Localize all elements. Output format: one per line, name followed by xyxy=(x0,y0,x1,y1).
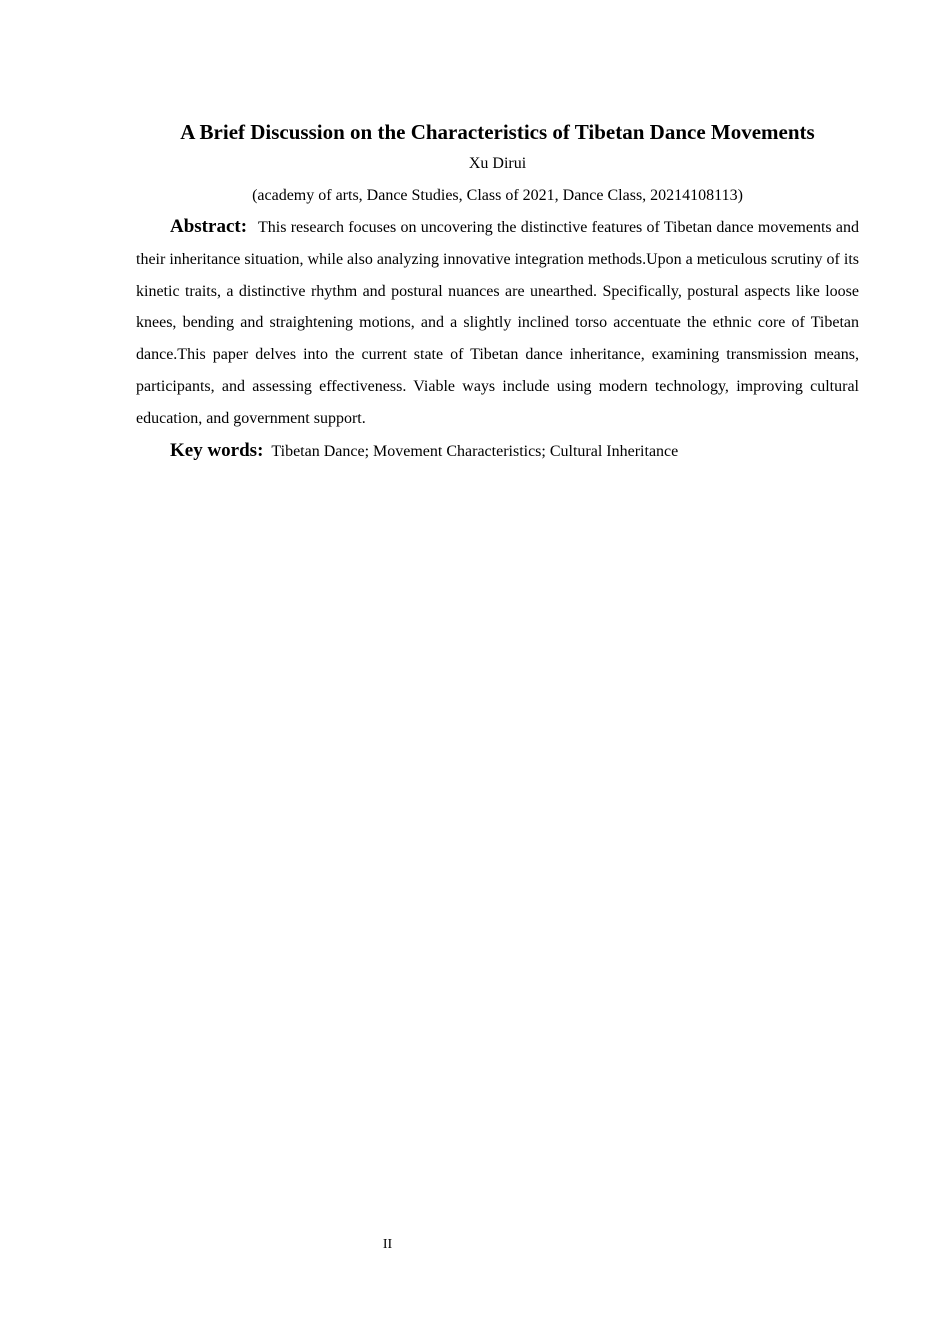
abstract-label: Abstract: xyxy=(170,216,248,237)
page-number: II xyxy=(382,1237,393,1252)
abstract-text: This research focuses on uncovering the distinctive features of Tibetan dance movements and their inheritance situation, while also analyzing innovative integration methods.Upon a meticulous scrutiny of its kinetic traits, a distinctive rhythm and postural nuances are unearthed. Specifically, postural aspects like loose knees, bending and straightening motions, and a slightly inclined torso accentuate the ethnic core of Tibetan dance.This paper delves into the current state of Tibetan dance inheritance, examining transmission means, participants, and assessing effectiveness. Viable ways include using modern technology, improving cultural education, and government support. xyxy=(136,219,859,427)
paper-title: A Brief Discussion on the Characteristics of Tibetan Dance Movements xyxy=(180,120,815,144)
author-name: Xu Dirui xyxy=(468,155,527,172)
keywords-text: Tibetan Dance; Movement Characteristics; Cultural Inheritance xyxy=(271,443,679,460)
author-affiliation: (academy of arts, Dance Studies, Class of 2021, Dance Class, 20214108113) xyxy=(252,187,743,204)
keywords-paragraph xyxy=(136,436,859,467)
abstract-paragraph xyxy=(136,211,859,435)
keywords-label: Key words: xyxy=(170,440,264,461)
